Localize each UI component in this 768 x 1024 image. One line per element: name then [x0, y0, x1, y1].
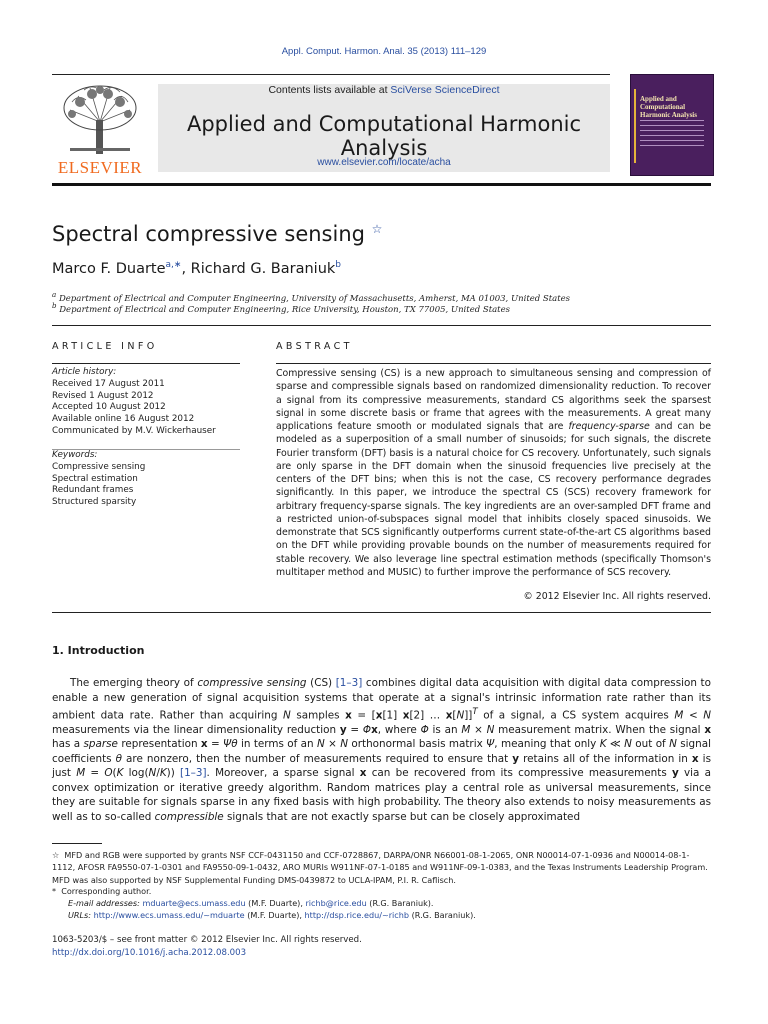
publisher-name: ELSEVIER — [57, 158, 143, 177]
funding-note-link[interactable]: ☆ — [371, 222, 383, 236]
url-duarte-owner: (M.F. Duarte), — [247, 910, 302, 920]
contents-prefix: Contents lists available at — [268, 84, 391, 96]
funding-footnote — [52, 849, 711, 886]
keywords-heading: Keywords: — [52, 450, 98, 460]
email-duarte-link[interactable]: mduarte@ecs.umass.edu — [142, 898, 246, 908]
funding-mark: ☆ — [52, 850, 60, 860]
introduction-paragraph: The emerging theory of compressive sensing (CS) [1–3] combines digital data acquisition with digital data compression to enable a new generation of signal acquisition systems that operate at a signal's intrinsic information rate rather than its ambient data rate. Rather than acquiring N samples x = [x[1] x[2] … x[N]]$^T$ of a signal, a CS system acquires M < N measurements via the linear dimensionality reduction y = Φx, where Φ is an M × N measurement matrix. When the signal x has a sparse representation x = Ψθ in terms of an N × N orthonormal basis matrix Ψ, meaning that only K ≪ N out of N signal coefficients θ are nonzero, then the number of measurements required to ensure that y retains all of the information in x is just M = O(K log(N/K)) [1–3]. Moreover, a sparse signal x can be recovered from its compressive measurements y via a convex optimization or iterative greedy algorithm. Random matrices play a central role as universal measurements, since they are suitable for signals sparse in any fixed basis with high probability. The theory also extends to noisy measurements as well as to so-called compressible signals that are not exactly sparse but can be closely approximated — [52, 677, 712, 823]
keyword-item: Compressive sensing — [52, 461, 146, 472]
section-heading: 1. Introduction — [52, 644, 145, 657]
url-duarte-link[interactable]: http://www.ecs.umass.edu/~mduarte — [93, 910, 245, 920]
email-baraniuk-owner: (R.G. Baraniuk). — [369, 898, 434, 908]
affil-b-mark: b — [52, 301, 57, 310]
url-footnote — [52, 909, 727, 921]
corresponding-footnote — [52, 885, 711, 897]
history-communicated: Communicated by M.V. Wickerhauser — [52, 425, 216, 436]
paper-title — [52, 222, 382, 246]
affil-b-text: Department of Electrical and Computer Engineering, Rice University, Houston, TX 77005, United States — [59, 304, 510, 315]
affiliation-b — [52, 301, 510, 315]
article-history — [52, 367, 240, 438]
email-duarte-owner: (M.F. Duarte), — [248, 898, 303, 908]
abstract-copyright: © 2012 Elsevier Inc. All rights reserved. — [523, 591, 711, 602]
journal-masthead — [158, 84, 610, 172]
author-duarte[interactable]: Marco F. Duarte — [52, 260, 166, 277]
journal-reference[interactable]: Appl. Comput. Harmon. Anal. 35 (2013) 111–129 — [281, 46, 487, 57]
affil-a-mark: a — [52, 290, 57, 299]
abstract-emphasis: frequency-sparse — [568, 421, 650, 432]
abstract-end-rule — [52, 612, 711, 613]
author-duarte-mark[interactable]: a,∗ — [165, 260, 182, 270]
header-rule — [52, 74, 610, 75]
author-baraniuk[interactable]: Richard G. Baraniuk — [190, 260, 336, 277]
history-accepted: Accepted 10 August 2012 — [52, 402, 166, 413]
article-info-rule — [52, 363, 240, 364]
email-footnote — [52, 897, 727, 909]
abstract-rule — [276, 363, 711, 364]
abstract-part-2: and can be modeled as a superposition of a small number of sinusoids; for such signals, the discrete Fourier transform (DFT) basis is a natural choice for CS recovery. Unfortunately, such signals are only sparse in the DFT domain when the sinusoid frequencies live precisely at the centers of the DFT bins; when this is not the case, CS recovery performance degrades significantly. In this paper, we introduce the spectral CS (SCS) recovery framework for arbitrary frequency-sparse signals. The key ingredients are an over-sampled DFT frame and a restricted union-of-subspaces signal model that inhibits closely spaced sinusoids. We demonstrate that SCS significantly outperforms current state-of-the-art CS algorithms based on the DFT while providing provable bounds on the number of measurements required for stable recovery. We also leverage line spectral estimation methods (specifically Thomson's multitaper method and MUSIC) to further improve the performance of SCS recovery. — [276, 421, 711, 578]
keyword-item: Spectral estimation — [52, 473, 138, 484]
paper-title-text: Spectral compressive sensing — [52, 222, 365, 246]
author-list — [52, 260, 341, 277]
masthead-rule — [52, 183, 711, 186]
contents-line — [158, 84, 610, 96]
cover-title: Applied and Computational Harmonic Analysis — [640, 95, 697, 119]
bottom-meta — [52, 934, 362, 959]
abstract-part-1: Compressive sensing (CS) is a new approach to simultaneous sensing and compression of sparse and compressible signals based on randomized dimensionality reduction. To recover a signal from its compressive measurements, standard CS algorithms seek the sparsest signal in some discrete basis or frame that agrees with the measurements. A great many applications feature smooth or modulated signals that are — [276, 368, 711, 432]
footnote-rule — [52, 843, 102, 844]
keyword-item: Redundant frames — [52, 485, 134, 496]
journal-homepage-link[interactable]: www.elsevier.com/locate/acha — [317, 157, 451, 168]
elsevier-tree-icon — [60, 82, 140, 156]
email-label: E-mail addresses: — [68, 898, 140, 908]
funding-text: MFD and RGB were supported by grants NSF CCF-0431150 and CCF-0728867, DARPA/ONR N66001-08-1-2065, ONR N00014-07-1-0936 and N00014-08-1-1112, AFOSR FA9550-07-1-0301 and FA9550-09-1-0432, ARO MURIs W911NF-07-1-0185 and W911NF-09-1-0383, and the Texas Instruments Leadership Program. MFD was also supported by NSF Supplemental Funding DMS-0439872 to UCLA-IPAM, P.I. R. Caflisch. — [52, 850, 708, 885]
cover-strip — [634, 89, 636, 163]
journal-title: Applied and Computational Harmonic Analysis — [186, 112, 582, 160]
doi-link[interactable]: http://dx.doi.org/10.1016/j.acha.2012.08.003 — [52, 947, 247, 958]
cover-decoration — [640, 120, 704, 150]
publisher-logo[interactable] — [52, 80, 148, 180]
issn-line: 1063-5203/$ – see front matter © 2012 Elsevier Inc. All rights reserved. — [52, 935, 362, 945]
journal-cover[interactable] — [630, 74, 714, 176]
author-baraniuk-mark[interactable]: b — [335, 260, 342, 270]
abstract-text — [276, 367, 711, 579]
affil-a-text: Department of Electrical and Computer Engineering, University of Massachusetts, Amherst, MA 01003, United States — [58, 293, 571, 304]
url-baraniuk-owner: (R.G. Baraniuk). — [411, 910, 476, 920]
introduction-body — [52, 676, 711, 824]
history-revised: Revised 1 August 2012 — [52, 390, 154, 401]
article-info-label: ARTICLE INFO — [52, 341, 158, 352]
sciencedirect-link[interactable]: SciVerse ScienceDirect — [390, 84, 500, 96]
history-received: Received 17 August 2011 — [52, 378, 165, 389]
author-separator: , — [181, 260, 191, 277]
title-rule — [52, 325, 711, 326]
url-baraniuk-link[interactable]: http://dsp.rice.edu/~richb — [304, 910, 410, 920]
keywords — [52, 450, 240, 509]
url-label: URLs: — [68, 910, 92, 920]
corr-text: Corresponding author. — [61, 886, 152, 896]
keyword-item: Structured sparsity — [52, 497, 137, 508]
email-baraniuk-link[interactable]: richb@rice.edu — [305, 898, 367, 908]
history-online: Available online 16 August 2012 — [52, 414, 195, 425]
history-heading: Article history: — [52, 367, 117, 377]
abstract-label: ABSTRACT — [276, 341, 353, 352]
corr-mark: * — [52, 886, 57, 896]
